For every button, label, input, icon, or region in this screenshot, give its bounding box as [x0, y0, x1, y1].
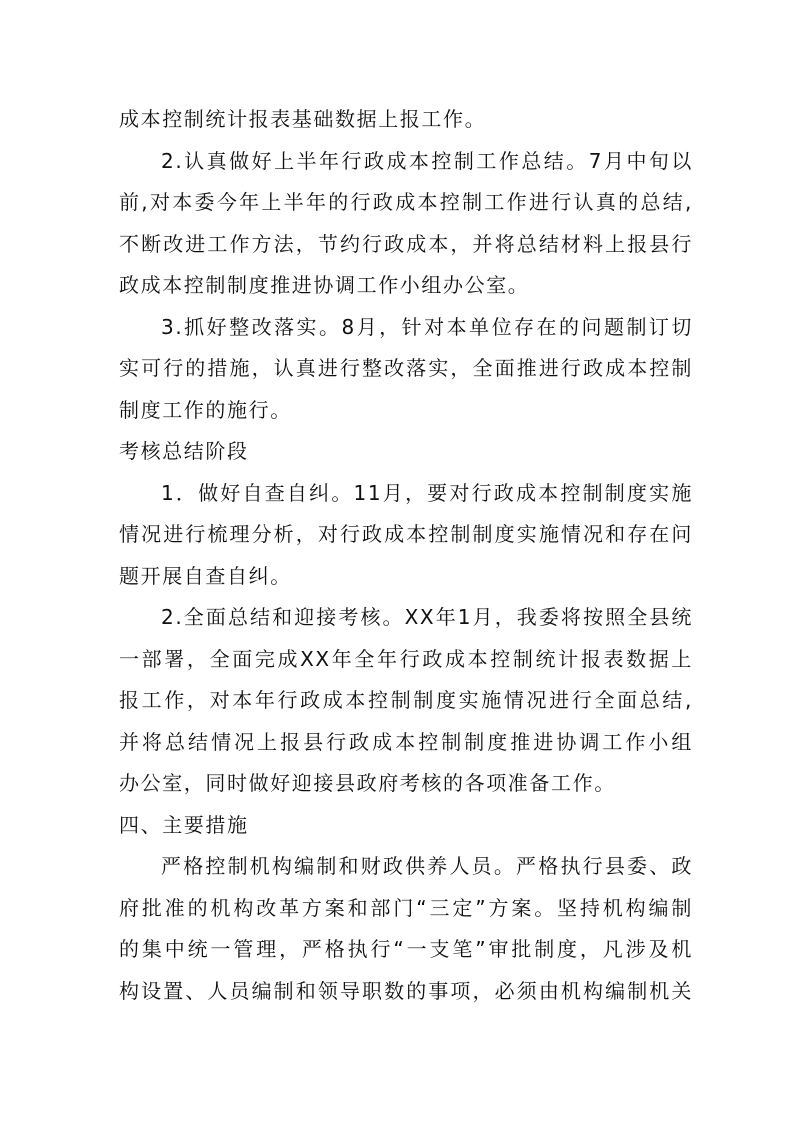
- text-line: 3.抓好整改落实。8月，针对本单位存在的问题制订切: [161, 315, 693, 339]
- section-heading: 四、主要措施: [119, 813, 249, 837]
- text-line: 办公室，同时做好迎接县政府考核的各项准备工作。: [119, 771, 616, 795]
- text-line: 政成本控制制度推进协调工作小组办公室。: [119, 273, 530, 297]
- text-line: 不断改进工作方法，节约行政成本，并将总结材料上报县行: [119, 232, 693, 256]
- text-line: 并将总结情况上报县行政成本控制制度推进协调工作小组: [119, 730, 693, 754]
- text-line: 情况进行梳理分析，对行政成本控制制度实施情况和存在问: [119, 522, 693, 546]
- section-heading: 考核总结阶段: [119, 439, 249, 463]
- text-line: 成本控制统计报表基础数据上报工作。: [119, 107, 487, 131]
- text-line: 报工作，对本年行政成本控制制度实施情况进行全面总结,: [119, 688, 693, 712]
- text-line: 2.全面总结和迎接考核。XX年1月，我委将按照全县统: [161, 605, 693, 629]
- text-line: 构设置、人员编制和领导职数的事项，必须由机构编制机关: [119, 979, 693, 1003]
- text-line: 1．做好自查自纠。11月，要对行政成本控制制度实施: [161, 481, 693, 505]
- text-line: 的集中统一管理，严格执行“一支笔”审批制度，凡涉及机: [119, 937, 693, 961]
- text-line: 题开展自查自纠。: [119, 564, 292, 588]
- text-line: 一部署，全面完成XX年全年行政成本控制统计报表数据上: [119, 647, 693, 671]
- text-line: 制度工作的施行。: [119, 398, 292, 422]
- text-line: 实可行的措施，认真进行整改落实，全面推进行政成本控制: [119, 356, 693, 380]
- text-line: 前,对本委今年上半年的行政成本控制工作进行认真的总结,: [119, 190, 693, 214]
- text-line: 严格控制机构编制和财政供养人员。严格执行县委、政: [161, 854, 693, 878]
- text-line: 府批准的机构改革方案和部门“三定”方案。坚持机构编制: [119, 896, 693, 920]
- text-line: 2.认真做好上半年行政成本控制工作总结。7月中旬以: [161, 149, 693, 173]
